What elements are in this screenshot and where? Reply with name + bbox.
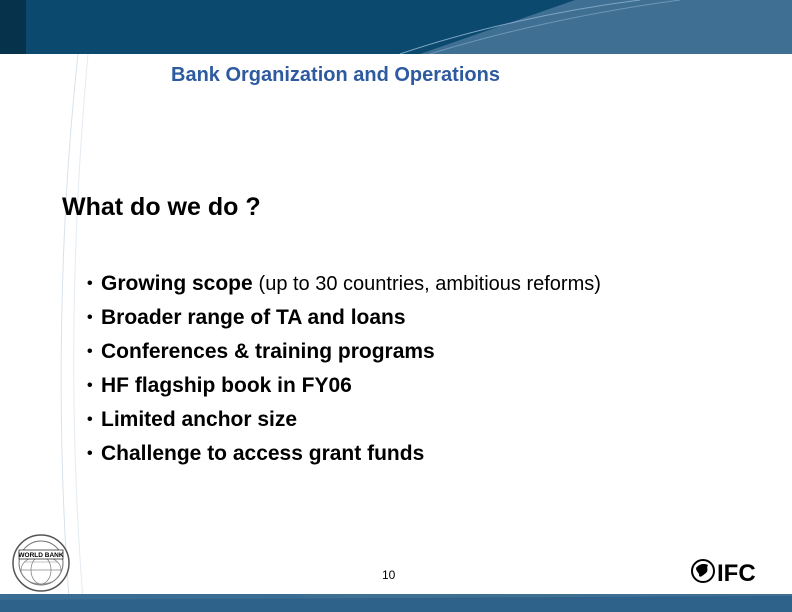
bullet-icon: • [87, 411, 93, 428]
bullet-item [87, 335, 601, 369]
bullet-item [87, 437, 601, 471]
bullet-item [87, 369, 601, 403]
bullet-icon: • [87, 445, 93, 462]
bullet-icon: • [87, 309, 93, 326]
world-bank-logo-text: WORLD BANK [18, 552, 64, 559]
bullet-note: (up to 30 countries, ambitious reforms) [258, 273, 601, 295]
bullet-text: HF flagship book in FY06 [101, 374, 352, 397]
bullet-list [87, 267, 601, 471]
bullet-text: Limited anchor size [101, 408, 298, 431]
ifc-logo-text: IFC [717, 560, 756, 586]
bullet-icon: • [87, 343, 93, 360]
world-bank-logo-icon [10, 532, 72, 599]
bullet-item [87, 267, 601, 301]
slide-title: What do we do ? [62, 193, 261, 221]
bottom-banner [0, 594, 792, 612]
bullet-icon: • [87, 377, 93, 394]
bullet-item [87, 301, 601, 335]
ifc-logo-icon [690, 556, 762, 591]
slide-header: Bank Organization and Operations [171, 64, 500, 86]
page-number: 10 [382, 568, 396, 582]
bullet-text: Growing scope [101, 272, 253, 295]
bullet-text: Broader range of TA and loans [101, 306, 406, 329]
bullet-item [87, 403, 601, 437]
top-banner [0, 0, 792, 54]
bullet-icon: • [87, 275, 93, 292]
bullet-text: Challenge to access grant funds [101, 442, 425, 465]
bullet-text: Conferences & training programs [101, 340, 435, 363]
